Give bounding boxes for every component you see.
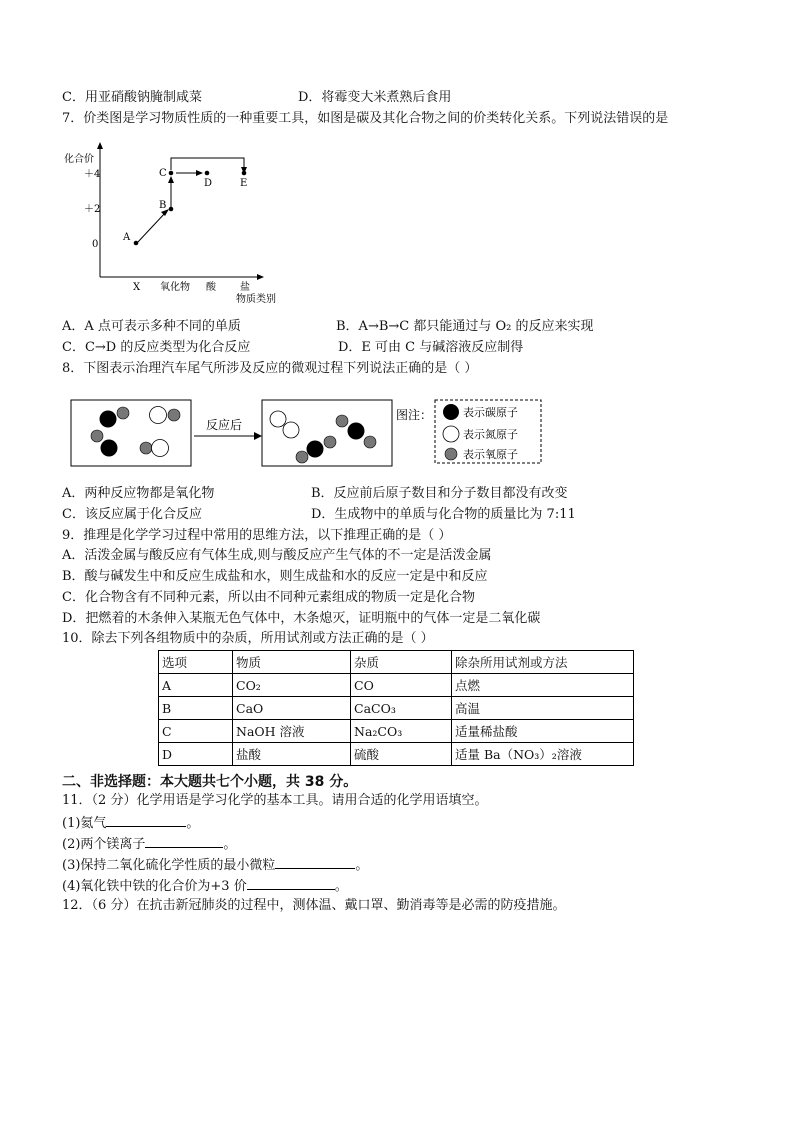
q7-option-d: D．E 可由 C 与碱溶液反应制得 (338, 340, 524, 355)
q11-stem: 11．（2 分）化学用语是学习化学的基本工具。请用合适的化学用语填空。 (62, 793, 488, 808)
point-d (205, 171, 210, 176)
carbon-atom (100, 411, 117, 428)
point-label-d: D (204, 178, 213, 189)
y-tick-zero: 0 (92, 239, 99, 250)
header-substance: 物质 (233, 651, 351, 674)
oxygen-atom (364, 436, 376, 448)
table-row (159, 720, 634, 743)
x-tick-x: X (133, 282, 141, 293)
point-c (169, 171, 174, 176)
q8-option-d: D．生成物中的单质与化合物的质量比为 7:11 (311, 507, 576, 522)
table-cell: NaOH 溶液 (233, 720, 351, 743)
impurity-table (158, 650, 634, 766)
answer-blank[interactable] (145, 834, 223, 848)
table-cell: CaCO₃ (351, 697, 452, 720)
nitrogen-atom (150, 407, 167, 424)
q9-option-b: B．酸与碱发生中和反应生成盐和水，则生成盐和水的反应一定是中和反应 (62, 569, 488, 584)
q12-stem: 12．（6 分）在抗击新冠肺炎的过程中，测体温、戴口罩、勤消毒等是必需的防疫措施。 (62, 898, 566, 913)
oxygen-atom (140, 442, 152, 454)
point-e (242, 171, 247, 176)
table-cell: CO (351, 674, 452, 697)
arrow-b-c-head (168, 176, 174, 183)
q9-option-a: A．活泼金属与酸反应有气体生成,则与酸反应产生气体的不一定是活泼金属 (62, 548, 492, 563)
carbon-atom (307, 441, 324, 458)
table-row (159, 674, 634, 697)
oxygen-legend-icon (445, 448, 457, 460)
q8-option-a: A．两种反应物都是氧化物 (62, 486, 215, 501)
y-tick-plus4: ＋4 (84, 169, 101, 180)
legend-title: 图注： (396, 408, 433, 422)
arrow-a-b (137, 212, 166, 243)
answer-blank[interactable] (247, 876, 335, 890)
q8-option-b: B．反应前后原子数目和分子数目都没有改变 (311, 486, 568, 501)
x-tick-oxide: 氧化物 (160, 282, 190, 293)
table-cell: Na₂CO₃ (351, 720, 452, 743)
q11-item-3: (3)保持二氧化硫化学性质的最小微粒 。 (62, 855, 368, 875)
q11-item-1: (1)氦气 。 (62, 813, 199, 833)
q7-option-b: B．A→B→C 都只能通过与 O₂ 的反应来实现 (336, 319, 594, 334)
carbon-atom (101, 440, 118, 457)
point-label-e: E (240, 178, 248, 189)
q11-item-2: (2)两个镁离子 。 (62, 834, 236, 854)
q6-option-c: C．用亚硝酸钠腌制咸菜 (62, 90, 202, 105)
arrow-c-e (171, 158, 244, 170)
point-label-b: B (159, 200, 167, 211)
oxygen-atom (324, 436, 336, 448)
x-tick-salt: 盐 (240, 282, 250, 293)
header-impurity: 杂质 (351, 651, 452, 674)
table-cell: 高温 (452, 697, 634, 720)
table-cell: 点燃 (452, 674, 634, 697)
point-a (134, 241, 139, 246)
q9-stem: 9．推理是化学学习过程中常用的思维方法，以下推理正确的是（ ） (62, 528, 452, 543)
oxygen-atom (117, 407, 129, 419)
q7-option-c: C．C→D 的反应类型为化合反应 (62, 340, 251, 355)
nitrogen-atom (270, 411, 286, 427)
q7-option-a: A．A 点可表示多种不同的单质 (62, 319, 241, 334)
point-label-c: C (159, 168, 167, 179)
q8-option-c: C．该反应属于化合反应 (62, 507, 202, 522)
q10-stem: 10．除去下列各组物质中的杂质，所用试剂或方法正确的是（ ） (62, 631, 434, 646)
y-axis-label: 化合价 (64, 154, 94, 165)
oxygen-atom (296, 451, 308, 463)
q9-option-d: D．把燃着的木条伸入某瓶无色气体中，木条熄灭，证明瓶中的气体一定是二氧化碳 (62, 611, 541, 626)
header-method: 除杂所用试剂或方法 (452, 651, 634, 674)
q11-item-1-text: (1)氦气 (62, 816, 107, 831)
valence-category-chart (58, 140, 288, 315)
nitrogen-legend-icon (443, 426, 459, 442)
q11-item-4: (4)氧化铁中铁的化合价为+3 价 。 (62, 876, 348, 896)
x-axis-arrow (257, 274, 264, 280)
legend-oxygen: 表示氧原子 (463, 448, 518, 461)
x-tick-acid: 酸 (206, 282, 216, 293)
after-box (262, 400, 392, 466)
oxygen-atom (336, 415, 348, 427)
reaction-arrow-head (254, 432, 262, 440)
nitrogen-atom (283, 422, 299, 438)
point-b (169, 207, 174, 212)
table-cell: 硫酸 (351, 743, 452, 766)
q9-option-c: C．化合物含有不同种元素，所以由不同种元素组成的物质一定是化合物 (62, 590, 475, 605)
y-axis-arrow (97, 142, 103, 149)
table-cell: A (159, 674, 233, 697)
y-tick-plus2: ＋2 (84, 204, 101, 215)
table-cell: B (159, 697, 233, 720)
table-cell: CO₂ (233, 674, 351, 697)
section-title: 二、非选择题：本大题共七个小题，共 38 分。 (62, 774, 358, 790)
table-cell: D (159, 743, 233, 766)
table-cell: 适量 Ba（NO₃）₂溶液 (452, 743, 634, 766)
table-cell: CaO (233, 697, 351, 720)
q11-item-3-text: (3)保持二氧化硫化学性质的最小微粒 (62, 858, 276, 873)
table-row (159, 743, 634, 766)
table-cell: C (159, 720, 233, 743)
table-cell: 适量稀盐酸 (452, 720, 634, 743)
reaction-arrow-label: 反应后 (206, 418, 243, 432)
q6-option-d: D．将霉变大米煮熟后食用 (298, 90, 452, 105)
point-label-a: A (123, 232, 131, 243)
answer-blank[interactable] (275, 855, 355, 869)
legend-carbon: 表示碳原子 (463, 406, 518, 419)
reaction-diagram (70, 397, 550, 471)
q11-item-4-text: (4)氧化铁中铁的化合价为+3 价 (62, 879, 247, 894)
table-row (159, 697, 634, 720)
oxygen-atom (168, 409, 180, 421)
nitrogen-atom (152, 440, 169, 457)
arrow-c-d-head (196, 170, 203, 176)
q7-stem: 7．价类图是学习物质性质的一种重要工具，如图是碳及其化合物之间的价类转化关系。下列说法错误的是 (62, 111, 669, 126)
carbon-atom (348, 423, 365, 440)
table-cell: 盐酸 (233, 743, 351, 766)
q11-item-2-text: (2)两个镁离子 (62, 837, 146, 852)
x-axis-label: 物质类别 (236, 294, 276, 305)
legend-nitrogen: 表示氮原子 (463, 428, 518, 441)
carbon-legend-icon (443, 404, 459, 420)
header-option: 选项 (159, 651, 233, 674)
oxygen-atom (91, 430, 103, 442)
table-header-row (159, 651, 634, 674)
q8-stem: 8．下图表示治理汽车尾气所涉及反应的微观过程下列说法正确的是（ ） (62, 361, 478, 376)
answer-blank[interactable] (106, 813, 186, 827)
